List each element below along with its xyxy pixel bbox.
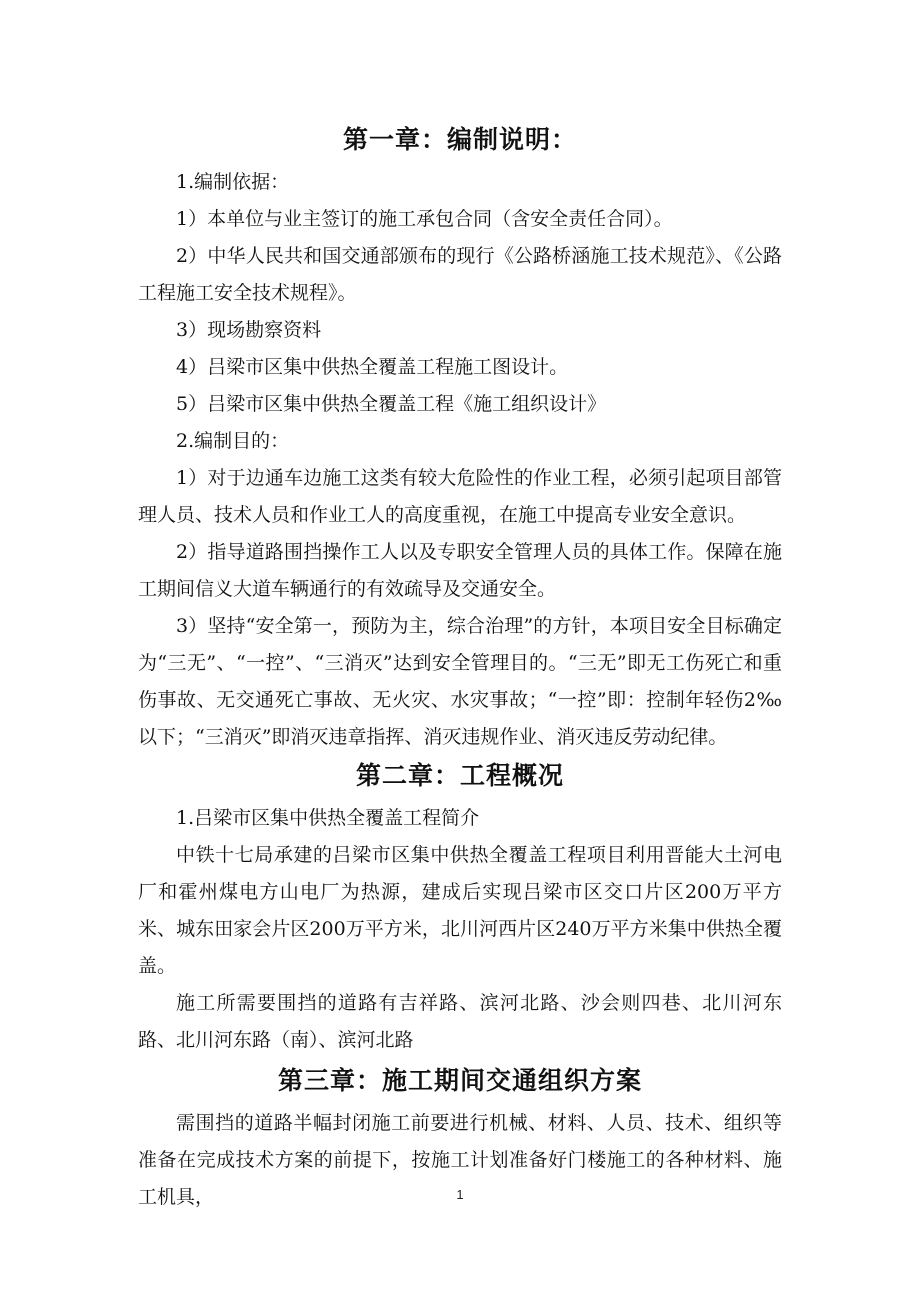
chapter-2-title: 第二章：工程概况: [355, 761, 564, 790]
paragraph: 1）本单位与业主签订的施工承包合同（含安全责任合同）。: [176, 208, 673, 230]
paragraph: 4）吕梁市区集中供热全覆盖工程施工图设计。: [176, 356, 569, 378]
paragraph: 2）中华人民共和国交通部颁布的现行《公路桥涵施工技术规范》、《公路工程施工安全技术规程》。: [138, 245, 782, 304]
chapter-1-section: [138, 164, 782, 756]
paragraph: 施工所需要围挡的道路有吉祥路、滨河北路、沙会则四巷、北川河东路、北川河东路（南）、滨河北路: [138, 992, 782, 1051]
paragraph: 需围挡的道路半幅封闭施工前要进行机械、材料、人员、技术、组织等准备在完成技术方案的前提下，按施工计划准备好门楼施工的各种材料、施工机具，: [138, 1112, 782, 1208]
paragraph: 1.编制依据：: [176, 171, 290, 193]
paragraph: 1.吕梁市区集中供热全覆盖工程简介: [176, 807, 480, 829]
paragraph: 5）吕梁市区集中供热全覆盖工程《施工组织设计》: [176, 393, 607, 415]
paragraph: 3）坚持“安全第一，预防为主，综合治理”的方针，本项目安全目标确定为“三无”、“一控”、“三消灭”达到安全管理目的。“三无”即无工伤死亡和重伤事故、无交通死亡事故、无火灾、水灾事故；“一控”即：控制年轻伤2‰以下；“三消灭”即消灭违章指挥、消灭违规作业、消灭违反劳动纪律。: [138, 615, 782, 748]
paragraph: 2.编制目的：: [176, 430, 290, 452]
paragraph: 2）指导道路围挡操作工人以及专职安全管理人员的具体工作。保障在施工期间信义大道车辆通行的有效疏导及交通安全。: [138, 541, 782, 600]
document-body: [138, 116, 782, 1216]
chapter-3-title: 第三章：施工期间交通组织方案: [277, 1066, 642, 1095]
chapter-2-section: [138, 800, 782, 1059]
chapter-1-title: 第一章：编制说明：: [342, 125, 577, 154]
paragraph: 3）现场勘察资料: [176, 319, 322, 341]
paragraph: 1）对于边通车边施工这类有较大危险性的作业工程，必须引起项目部管理人员、技术人员和作业工人的高度重视，在施工中提高专业安全意识。: [138, 467, 782, 526]
paragraph: 中铁十七局承建的吕梁市区集中供热全覆盖工程项目利用晋能大土河电厂和霍州煤电方山电厂为热源，建成后实现吕梁市区交口片区200万平方米、城东田家会片区200万平方米，北川河西片区240万平方米集中供热全覆盖。: [138, 844, 782, 977]
page-number: 1: [456, 1187, 464, 1202]
